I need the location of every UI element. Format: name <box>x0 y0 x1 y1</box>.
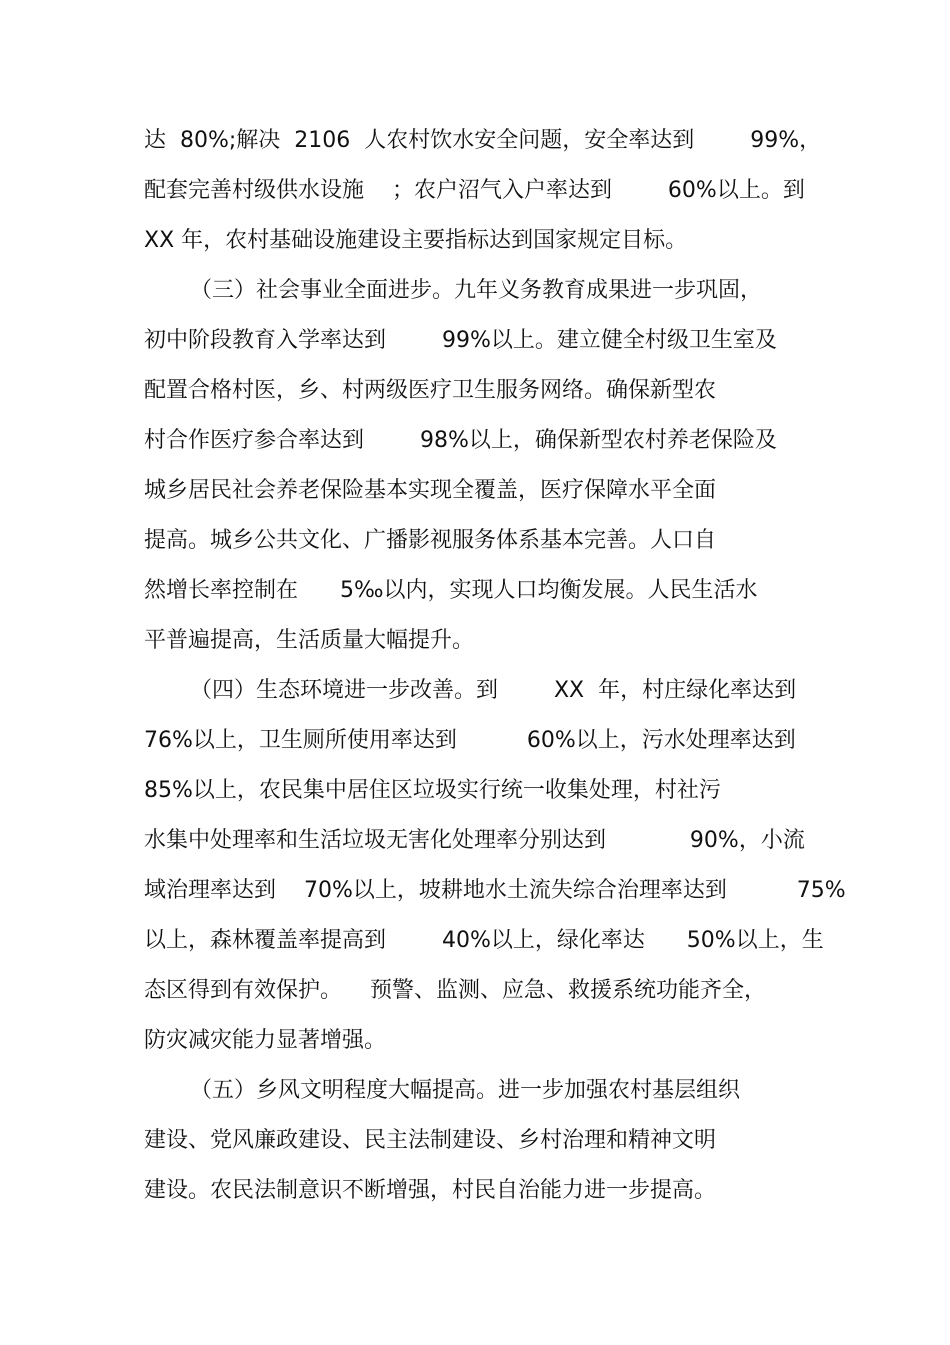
text-line: 城乡居民社会养老保险基本实现全覆盖，医疗保障水平全面 <box>144 478 717 503</box>
text-line: 域治理率达到 70%以上，坡耕地水土流失综合治理率达到 75% <box>144 878 846 903</box>
text-line: 建设。农民法制意识不断增强，村民自治能力进一步提高。 <box>144 1178 717 1203</box>
text-line: 初中阶段教育入学率达到 99%以上。建立健全村级卫生室及 <box>144 328 777 353</box>
text-line: 然增长率控制在 5‰以内，实现人口均衡发展。人民生活水 <box>144 578 758 603</box>
text-line: 配套完善村级供水设施 ；农户沼气入户率达到 60%以上。到 <box>144 178 805 203</box>
text-line: 76%以上，卫生厕所使用率达到 60%以上，污水处理率达到 <box>144 728 796 753</box>
paragraph-start-line: （三）社会事业全面进步。九年义务教育成果进一步巩固， <box>190 278 763 303</box>
text-line: 85%以上，农民集中居住区垃圾实行统一收集处理，村社污 <box>144 778 721 803</box>
text-line: 建设、党风廉政建设、民主法制建设、乡村治理和精神文明 <box>144 1128 717 1153</box>
text-line: 村合作医疗参合率达到 98%以上，确保新型农村养老保险及 <box>144 428 777 453</box>
paragraph-start-line: （四）生态环境进一步改善。到 XX 年，村庄绿化率达到 <box>190 678 797 703</box>
paragraph-start-line: （五）乡风文明程度大幅提高。进一步加强农村基层组织 <box>190 1078 741 1103</box>
text-line: 水集中处理率和生活垃圾无害化处理率分别达到 90%，小流 <box>144 828 805 853</box>
text-line: 以上，森林覆盖率提高到 40%以上，绿化率达 50%以上，生 <box>144 928 824 953</box>
text-line: 防灾减灾能力显著增强。 <box>144 1028 387 1053</box>
text-line: 提高。城乡公共文化、广播影视服务体系基本完善。人口自 <box>144 528 717 553</box>
text-line: 平普遍提高，生活质量大幅提升。 <box>144 628 475 653</box>
text-line: 达 80%;解决 2106 人农村饮水安全问题，安全率达到 99%， <box>144 128 822 153</box>
text-line: 配置合格村医，乡、村两级医疗卫生服务网络。确保新型农 <box>144 378 717 403</box>
text-line: 态区得到有效保护。 预警、监测、应急、救援系统功能齐全， <box>144 978 766 1003</box>
text-line: XX 年，农村基础设施建设主要指标达到国家规定目标。 <box>144 228 688 253</box>
